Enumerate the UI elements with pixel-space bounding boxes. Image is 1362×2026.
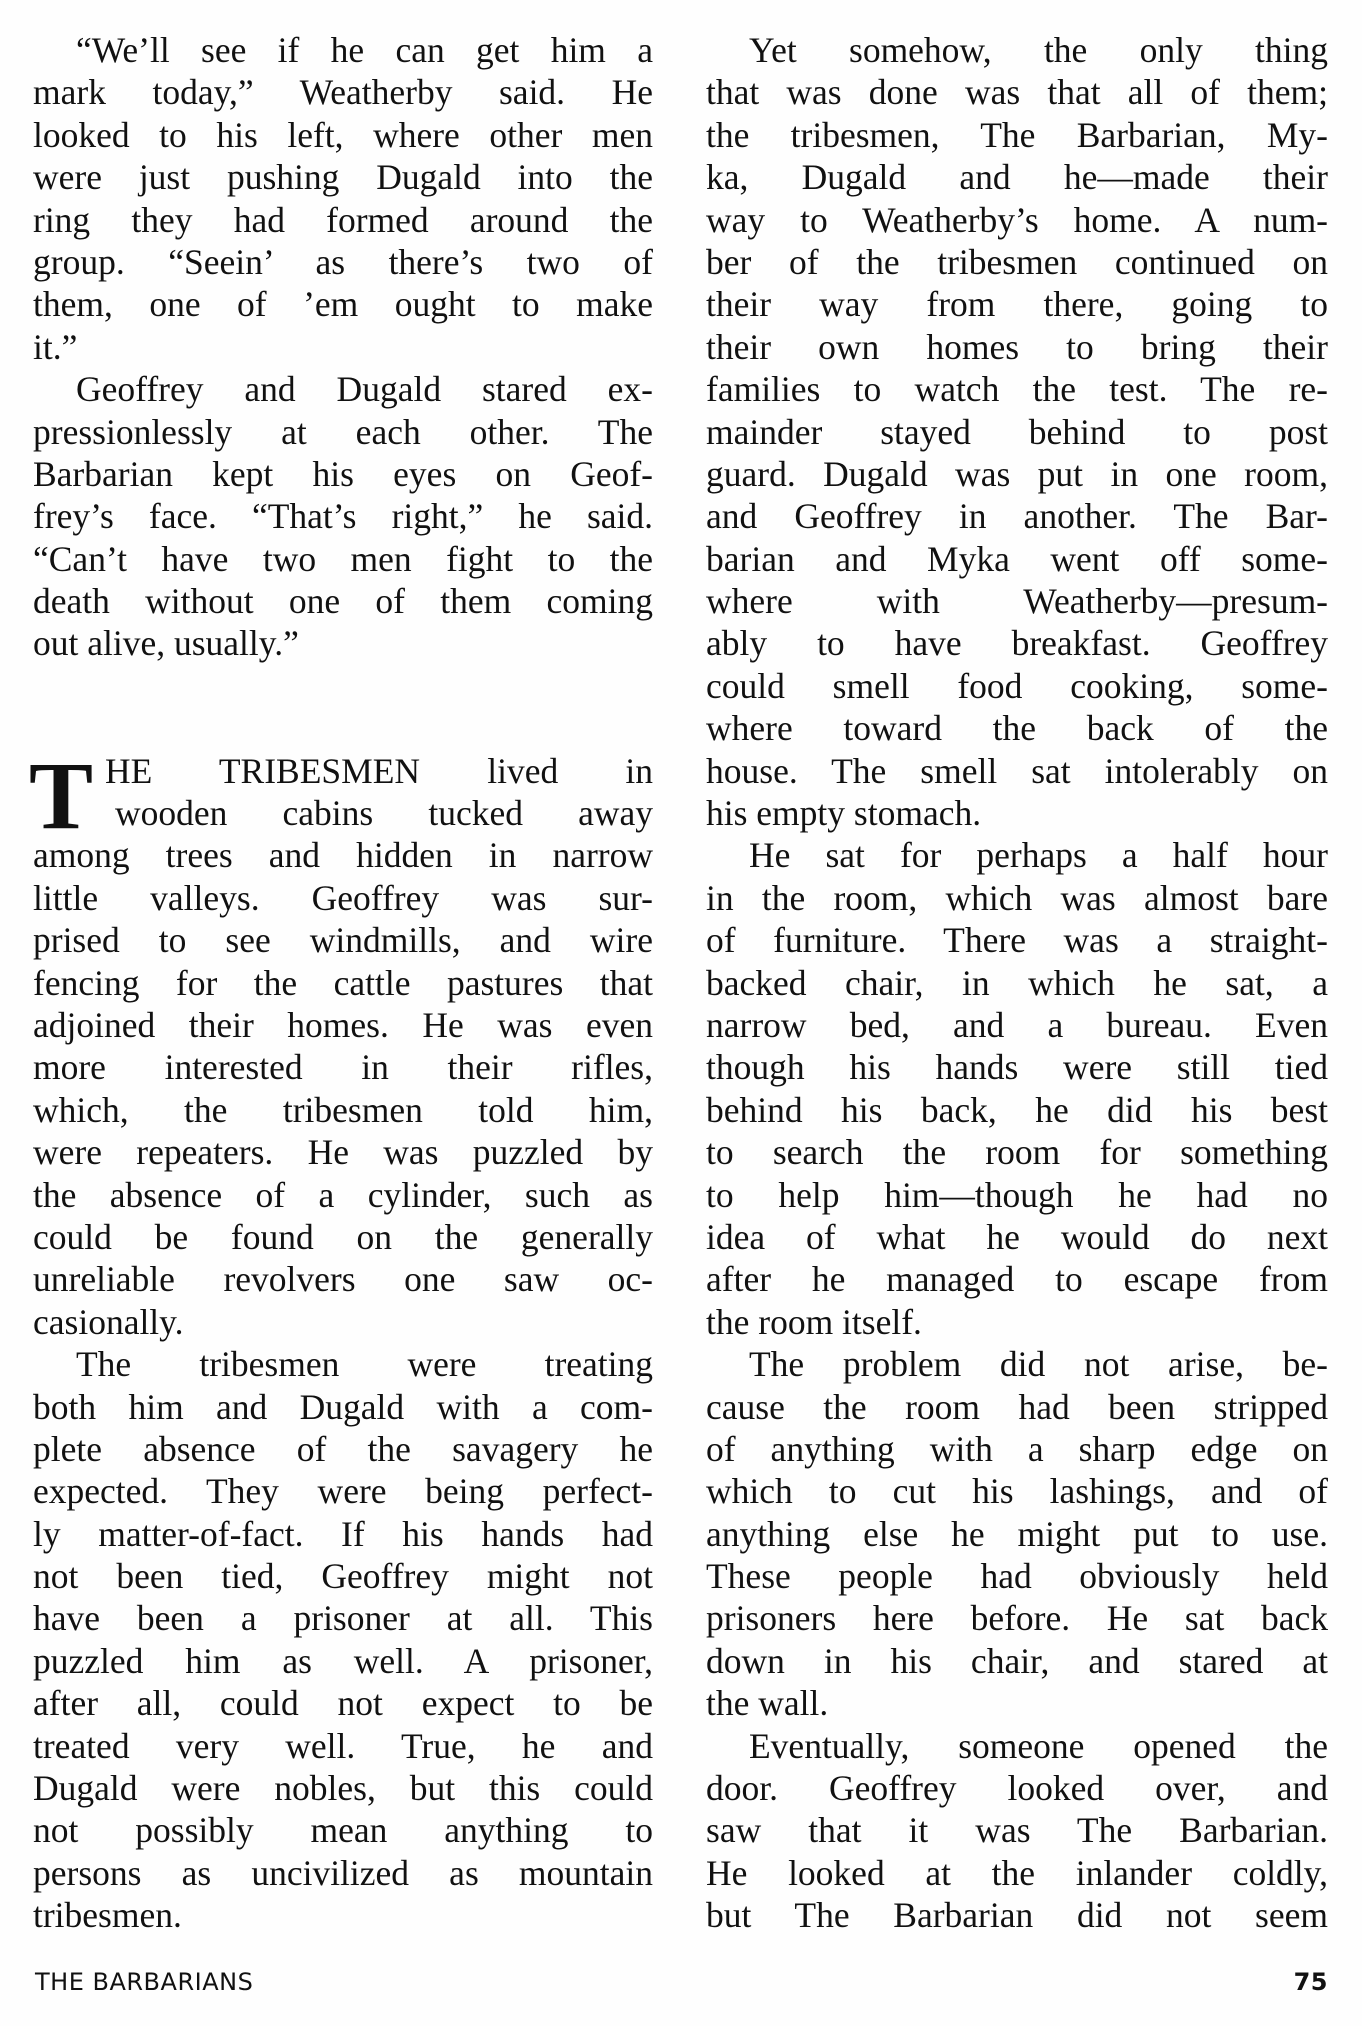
text-line: it.”	[33, 326, 78, 367]
text-line: where toward the back of the	[706, 708, 1328, 749]
text-line: after he managed to escape from	[706, 1259, 1328, 1300]
text-line: He sat for perhaps a half hour	[749, 835, 1328, 876]
text-line: of anything with a sharp edge on	[706, 1428, 1328, 1469]
drop-cap: T	[29, 741, 94, 849]
text-line: where with Weatherby—presum-	[706, 581, 1328, 622]
text-line: were just pushing Dugald into the	[33, 157, 653, 198]
text-line: door. Geoffrey looked over, and	[706, 1768, 1328, 1809]
text-line: both him and Dugald with a com-	[33, 1386, 653, 1427]
text-line: idea of what he would do next	[706, 1216, 1328, 1257]
text-line: “Can’t have two men fight to the	[33, 538, 653, 579]
text-line: saw that it was The Barbarian.	[706, 1810, 1328, 1851]
text-line: were repeaters. He was puzzled by	[33, 1132, 653, 1173]
text-line: pressionlessly at each other. The	[33, 411, 653, 452]
section-break	[33, 707, 653, 749]
text-line: puzzled him as well. A prisoner,	[33, 1640, 653, 1681]
text-line: mark today,” Weatherby said. He	[33, 72, 653, 113]
text-line: and Geoffrey in another. The Bar-	[706, 496, 1328, 537]
text-line: Dugald were nobles, but this could	[33, 1768, 653, 1809]
text-line: which to cut his lashings, and of	[706, 1471, 1328, 1512]
paragraph	[706, 29, 1328, 834]
text-line: Geoffrey and Dugald stared ex-	[76, 369, 653, 410]
text-line: could be found on the generally	[33, 1216, 653, 1257]
text-line: death without one of them coming	[33, 581, 653, 622]
text-line: that was done was that all of them;	[706, 72, 1328, 113]
right-column	[706, 29, 1328, 1937]
paragraph	[29, 741, 653, 1343]
text-line: have been a prisoner at all. This	[33, 1598, 653, 1639]
text-line: Yet somehow, the only thing	[749, 30, 1328, 70]
text-line: way to Weatherby’s home. A num-	[706, 199, 1328, 240]
paragraph	[706, 834, 1328, 1343]
text-line: to help him—though he had no	[706, 1174, 1328, 1215]
text-line: could smell food cooking, some-	[706, 665, 1328, 706]
text-line: expected. They were being perfect-	[33, 1471, 653, 1512]
text-line: to search the room for something	[706, 1132, 1328, 1173]
text-line: though his hands were still tied	[706, 1047, 1328, 1088]
text-line: prised to see windmills, and wire	[33, 920, 653, 961]
running-title: THE BARBARIANS	[35, 1968, 254, 1996]
text-line: ably to have breakfast. Geoffrey	[706, 623, 1328, 664]
text-line: little valleys. Geoffrey was sur-	[33, 877, 653, 918]
text-line: families to watch the test. The re-	[706, 369, 1328, 410]
text-line: treated very well. True, he and	[33, 1725, 653, 1766]
text-line: among trees and hidden in narrow	[33, 835, 653, 876]
text-line: mainder stayed behind to post	[706, 411, 1328, 452]
text-line: persons as uncivilized as mountain	[33, 1852, 653, 1893]
paragraph	[33, 29, 653, 368]
paragraph	[33, 1343, 653, 1936]
paragraph	[706, 1343, 1328, 1725]
text-line: more interested in their rifles,	[33, 1047, 653, 1088]
text-line: narrow bed, and a bureau. Even	[706, 1004, 1328, 1045]
left-column	[29, 29, 653, 1937]
text-line: adjoined their homes. He was even	[33, 1004, 653, 1045]
text-line: Barbarian kept his eyes on Geof-	[33, 453, 653, 494]
text-line: the room itself.	[706, 1301, 922, 1342]
text-line: group. “Seein’ as there’s two of	[33, 241, 653, 282]
text-line: of furniture. There was a straight-	[706, 920, 1328, 961]
text-line: wooden cabins tucked away	[115, 793, 653, 834]
text-line: ly matter-of-fact. If his hands had	[33, 1513, 653, 1554]
text-line: their way from there, going to	[706, 284, 1328, 325]
text-line: “We’ll see if he can get him a	[76, 30, 653, 70]
text-line: guard. Dugald was put in one room,	[706, 453, 1328, 494]
text-line: down in his chair, and stared at	[706, 1640, 1328, 1681]
text-line: them, one of ’em ought to make	[33, 284, 653, 325]
text-line: tribesmen.	[33, 1895, 182, 1936]
text-line: not been tied, Geoffrey might not	[33, 1556, 653, 1597]
text-line: behind his back, he did his best	[706, 1089, 1328, 1130]
text-line: not possibly mean anything to	[33, 1810, 653, 1851]
text-line: HE TRIBESMEN lived in	[105, 750, 653, 791]
text-line: in the room, which was almost bare	[706, 877, 1328, 918]
text-line: unreliable revolvers one saw oc-	[33, 1259, 653, 1300]
text-line: casionally.	[33, 1301, 184, 1342]
paragraph	[706, 1725, 1328, 1937]
text-line: plete absence of the savagery he	[33, 1428, 653, 1469]
text-line: anything else he might put to use.	[706, 1513, 1328, 1554]
text-line: These people had obviously held	[706, 1556, 1328, 1597]
paragraph	[33, 368, 653, 665]
text-line: Eventually, someone opened the	[749, 1725, 1328, 1766]
text-line: backed chair, in which he sat, a	[706, 962, 1328, 1003]
text-line: his empty stomach.	[706, 793, 982, 834]
text-line: the absence of a cylinder, such as	[33, 1174, 653, 1215]
text-line: but The Barbarian did not seem	[706, 1895, 1328, 1936]
text-line: the tribesmen, The Barbarian, My-	[706, 114, 1328, 155]
text-line: The problem did not arise, be-	[749, 1344, 1328, 1385]
text-line: The tribesmen were treating	[76, 1344, 653, 1385]
text-line: the wall.	[706, 1683, 829, 1724]
text-line: ka, Dugald and he—made their	[706, 157, 1328, 198]
text-line: barian and Myka went off some-	[706, 538, 1328, 579]
text-line: frey’s face. “That’s right,” he said.	[33, 496, 653, 537]
text-line: prisoners here before. He sat back	[706, 1598, 1328, 1639]
text-line: which, the tribesmen told him,	[33, 1089, 653, 1130]
text-line: after all, could not expect to be	[33, 1683, 653, 1724]
page-number: 75	[1293, 1968, 1328, 1996]
text-line: fencing for the cattle pastures that	[33, 962, 653, 1003]
section-break	[33, 665, 653, 707]
text-line: looked to his left, where other men	[33, 114, 653, 155]
text-line: ring they had formed around the	[33, 199, 653, 240]
text-line: their own homes to bring their	[706, 326, 1328, 367]
text-line: house. The smell sat intolerably on	[706, 750, 1328, 791]
text-line: ber of the tribesmen continued on	[706, 241, 1328, 282]
text-line: He looked at the inlander coldly,	[706, 1852, 1328, 1893]
text-line: out alive, usually.”	[33, 623, 299, 664]
text-line: cause the room had been stripped	[706, 1386, 1328, 1427]
